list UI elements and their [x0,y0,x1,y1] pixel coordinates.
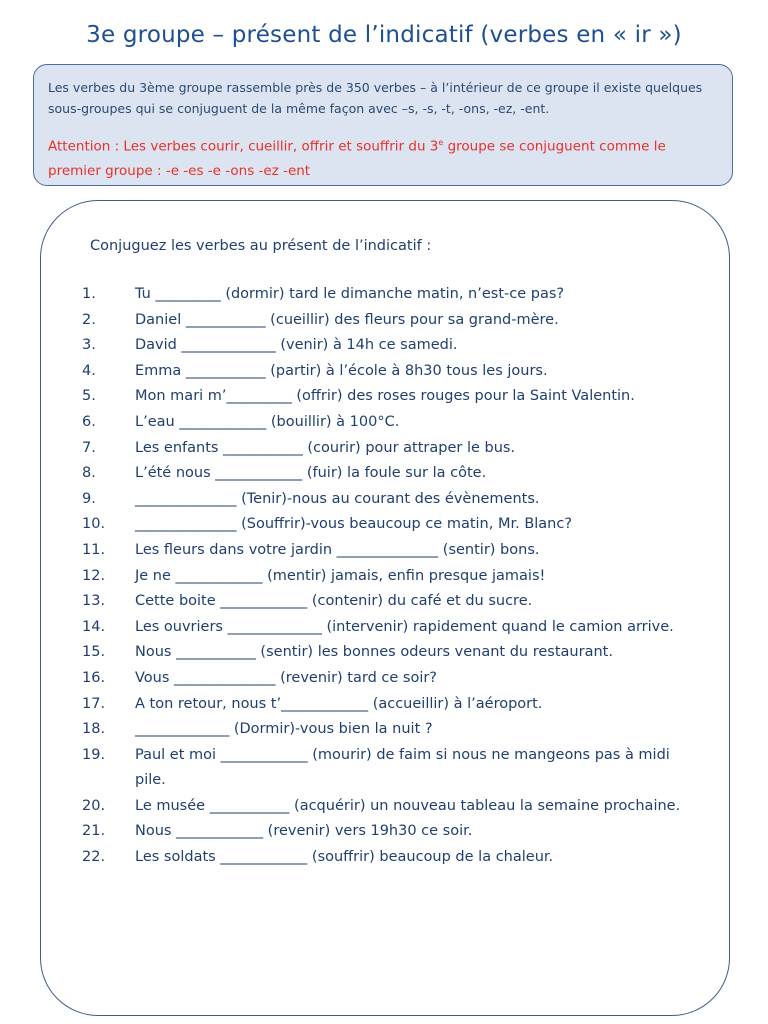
warning-text [48,131,718,183]
item-text: ______________ (Souffrir)-vous beaucoup ce matin, Mr. Blanc? [135,516,573,533]
exercise-item [0,819,768,845]
item-number: 10. [82,516,106,533]
item-number: 12. [82,567,106,584]
item-text: Cette boite ____________ (contenir) du café et du sucre. [135,593,533,610]
item-text: A ton retour, nous t’____________ (accueillir) à l’aéroport. [135,695,543,712]
exercise-item [0,717,768,743]
item-text: Emma ___________ (partir) à l’école à 8h30 tous les jours. [135,362,548,379]
item-text: Mon mari m’_________ (offrir) des roses rouges pour la Saint Valentin. [135,388,635,405]
exercise-item [0,282,768,308]
item-text: L’eau ____________ (bouillir) à 100°C. [135,413,400,430]
item-number: 21. [82,823,106,840]
item-text: Le musée ___________ (acquérir) un nouveau tableau la semaine prochaine. [135,797,681,814]
exercise-item [0,384,768,410]
item-text: L’été nous ____________ (fuir) la foule sur la côte. [135,465,487,482]
item-text: ______________ (Tenir)-nous au courant des évènements. [135,490,540,507]
item-text: Tu _________ (dormir) tard le dimanche matin, n’est-ce pas? [135,286,565,302]
item-number: 14. [82,618,106,635]
item-text: David _____________ (venir) à 14h ce samedi. [135,337,458,354]
item-number: 8. [82,465,96,482]
item-number: 2. [82,311,96,328]
exercise-item [0,512,768,538]
info-text: Les verbes du 3ème groupe rassemble près de 350 verbes – à l’intérieur de ce groupe il existe quelques sous-groupes qui se conjuguent de la même façon avec –s, -s, -t, -ons, -ez, -ent. [48,80,703,116]
item-text: Vous ______________ (revenir) tard ce soir? [135,669,438,686]
exercise-item [0,845,768,871]
exercise-item [0,487,768,513]
exercise-item [0,333,768,359]
item-number: 22. [82,849,106,866]
item-number: 1. [82,286,96,302]
exercise-item [0,743,768,794]
exercise-item [0,359,768,385]
item-number: 17. [82,695,106,712]
exercise-item [0,794,768,820]
item-number: 19. [82,746,106,763]
item-number: 9. [82,490,96,507]
item-text: Je ne ____________ (mentir) jamais, enfin presque jamais! [135,567,546,584]
item-text: Nous ___________ (sentir) les bonnes odeurs venant du restaurant. [135,644,613,661]
item-number: 11. [82,541,106,558]
exercise-item [0,666,768,692]
exercise-instruction: Conjuguez les verbes au présent de l’indicatif : [90,238,432,254]
item-text: Daniel ___________ (cueillir) des fleurs pour sa grand-mère. [135,311,559,328]
item-text: Paul et moi ____________ (mourir) de faim si nous ne mangeons pas à midi pile. [135,746,670,789]
exercise-item [0,308,768,334]
item-number: 5. [82,388,96,405]
exercise-item [0,461,768,487]
item-number: 15. [82,644,106,661]
item-number: 4. [82,362,96,379]
item-text: Les soldats ____________ (souffrir) beaucoup de la chaleur. [135,849,554,866]
warning-part-2: groupe se conjuguent comme le premier groupe : -e -es -e -ons -ez -ent [48,138,666,179]
item-number: 13. [82,593,106,610]
exercise-item [0,564,768,590]
exercise-item [0,436,768,462]
item-number: 16. [82,669,106,686]
exercise-item [0,589,768,615]
exercise-item [0,410,768,436]
item-number: 6. [82,413,96,430]
page-title: 3e groupe – présent de l’indicatif (verbes en « ir ») [86,22,682,48]
item-number: 3. [82,337,96,354]
info-box [33,64,733,186]
exercise-item [0,692,768,718]
exercise-list [0,282,768,871]
item-number: 18. [82,721,106,738]
exercise-item [0,640,768,666]
item-text: Nous ____________ (revenir) vers 19h30 ce soir. [135,823,473,840]
warning-superscript: e [438,138,444,147]
item-text: _____________ (Dormir)-vous bien la nuit ? [135,721,433,738]
item-text: Les enfants ___________ (courir) pour attraper le bus. [135,439,516,456]
item-number: 7. [82,439,96,456]
warning-part-1: Attention : Les verbes courir, cueillir, offrir et souffrir du 3 [48,138,439,155]
exercise-item [0,615,768,641]
item-text: Les ouvriers _____________ (intervenir) rapidement quand le camion arrive. [135,618,674,635]
item-text: Les fleurs dans votre jardin ______________ (sentir) bons. [135,541,540,558]
exercise-item [0,538,768,564]
item-number: 20. [82,797,106,814]
